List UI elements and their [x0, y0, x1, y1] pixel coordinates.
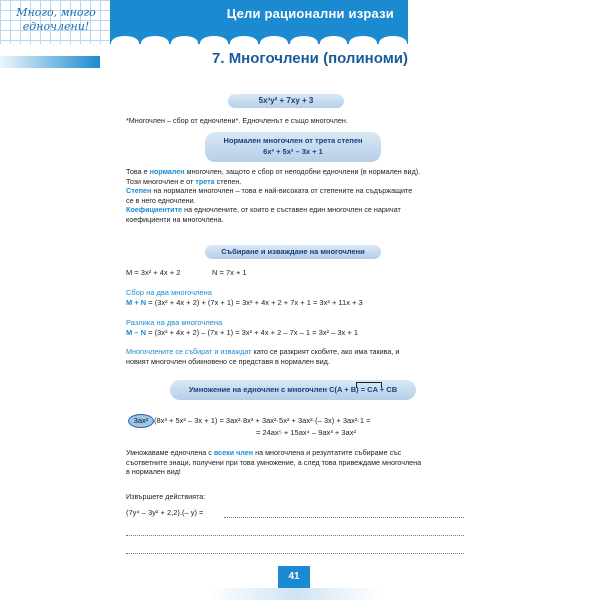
example-polynomial-pill [228, 94, 344, 108]
m-definition: M = 3x² + 4x + 2 [126, 268, 181, 277]
footer-band [210, 588, 380, 600]
normal-form-box [205, 132, 381, 162]
title-gradient-bar [0, 56, 100, 68]
section-title [212, 50, 408, 67]
header-slogan-line1: Много, много [16, 6, 96, 19]
add-sub-heading: Събиране и изваждане на многочлени [221, 247, 365, 256]
normal-form-heading: Нормален многочлен от трета степен [223, 136, 363, 145]
section-number: 7. [212, 50, 225, 67]
answer-line-2[interactable] [126, 534, 464, 536]
section-title-text: Многочлени (полиноми) [228, 50, 409, 67]
multiply-expression-line2: = 24ax⁵ + 15ax⁴ – 9ax³ + 3ax² [256, 428, 356, 437]
difference-label: Разлика на два многочлена [126, 318, 223, 327]
monomial-oval: 3ax² [128, 414, 154, 428]
header-grid-panel [0, 0, 111, 44]
answer-line-3[interactable] [126, 552, 464, 554]
sum-expression: M + N = (3x² + 4x + 2) + (7x + 1) = 3x² + 4x + 2 + 7x + 1 = 3x² + 11x + 3 [126, 298, 363, 307]
answer-line-1[interactable] [224, 516, 464, 518]
definition-text: *Многочлен – сбор от едночлени*. Едночленът е също многочлен. [126, 116, 348, 125]
multiply-expression-line1: (8x³ + 5x² – 3x + 1) = 3ax²·8x³ + 3ax²·5x² + 3ax²·(– 3x) + 3ax²·1 = [154, 416, 371, 425]
add-sub-heading-pill [205, 245, 381, 259]
header-slogan [4, 6, 108, 34]
n-definition: N = 7x + 1 [212, 268, 247, 277]
multiply-rule: C(A + B) = CA + CB [329, 385, 398, 394]
exercise-problem: (7y⁴ – 3y² + 2,2).(– y) = [126, 508, 204, 517]
normal-form-formula: 6x³ + 5x² – 3x + 1 [263, 147, 323, 156]
page-number: 41 [278, 566, 310, 588]
normal-form-explanation: Това е нормален многочлен, защото е сбор от неподобни едночлени (в нормален вид). Този многочлен е от трета степен. Степен на нормален многочлен – това е най-високата от степените на съдържащите се в него едночлени. Коефициентите на едночлените, от които е съставен един многочлен се наричат коефициенти на многочлена. [126, 167, 421, 224]
sum-label: Сбор на два многочлена [126, 288, 212, 297]
header-slogan-line2: едночлени! [22, 20, 90, 33]
add-sub-note: Многочлените се събират и изваждат като се разкрият скобите, ако има такива, и новият многочлен обикновено се представя в нормален вид. [126, 347, 400, 366]
header-banner [110, 0, 408, 44]
scallop-decoration [110, 36, 408, 44]
difference-expression: M – N = (3x² + 4x + 2) – (7x + 1) = 3x² + 4x + 2 – 7x – 1 = 3x² – 3x + 1 [126, 328, 359, 337]
chapter-title: Цели рационални изрази [226, 6, 394, 21]
example-polynomial: 5x³y² + 7xy + 3 [258, 96, 314, 105]
multiply-explanation: Умножаваме едночлена с всеки член на многочлена и резултатите събираме със съответните знаци, получени при това умножение, а след това привеждаме многочлена в нормален вид! [126, 448, 422, 476]
distribution-arrow [356, 382, 382, 388]
multiply-heading: Умножение на едночлен с многочлен [188, 385, 328, 394]
exercise-instruction: Извършете действията: [126, 492, 206, 501]
